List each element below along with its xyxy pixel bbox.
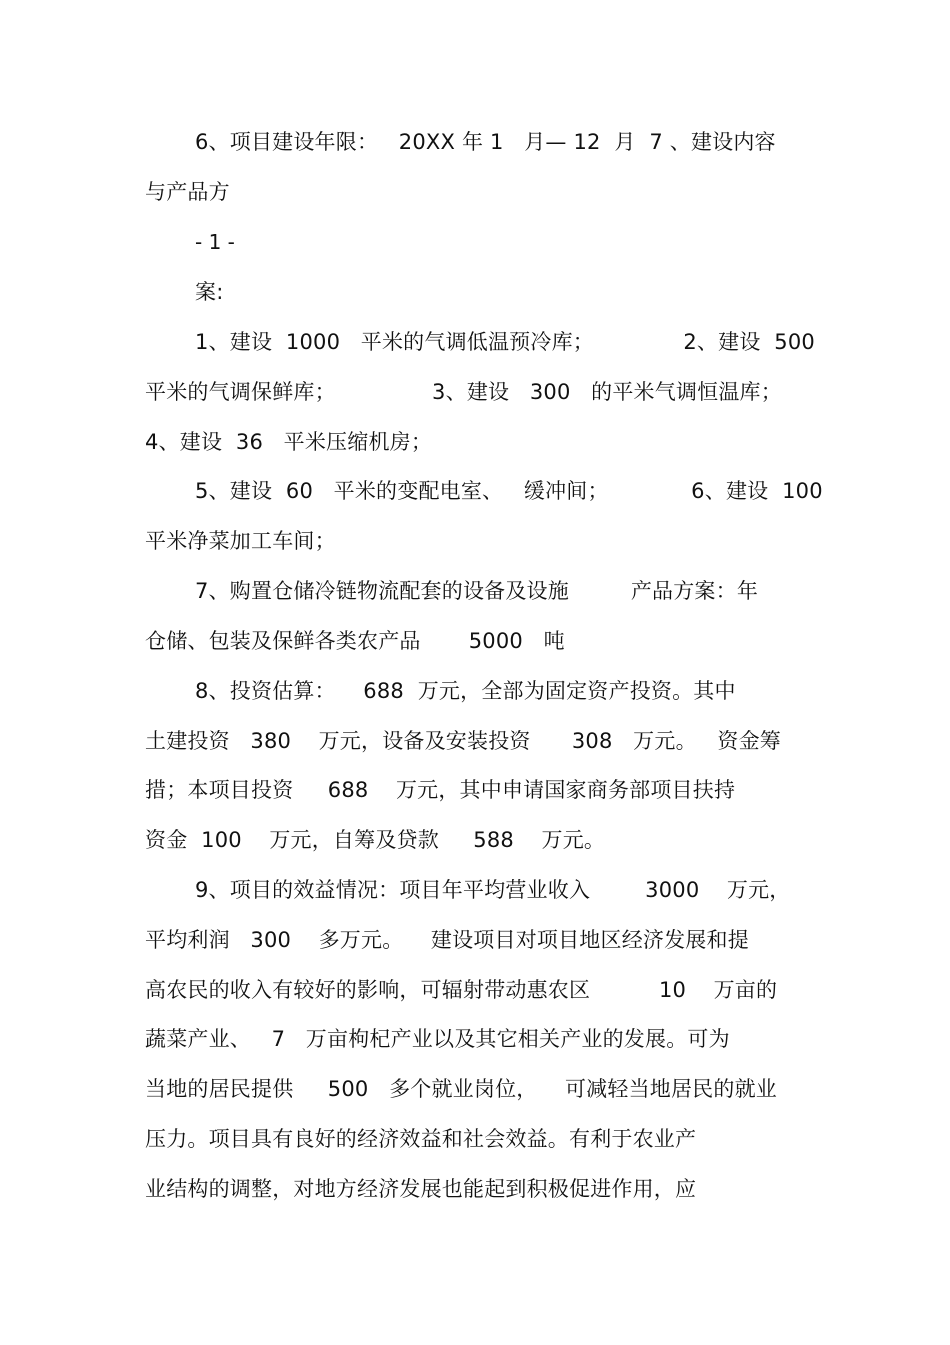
text-line: 业结构的调整，对地方经济发展也能起到积极促进作用，应 [145,1177,697,1201]
text-line: 措；本项目投资 688 万元，其中申请国家商务部项目扶持 [145,778,736,802]
text-line: 资金 100 万元，自筹及贷款 588 万元。 [145,828,606,852]
text-line: 仓储、包装及保鲜各类农产品 5000 吨 [145,629,565,653]
text-line: 4、建设 36 平米压缩机房； [145,430,433,454]
text-line: 土建投资 380 万元，设备及安装投资 308 万元。 资金筹 [145,729,781,753]
text-line: 5、建设 60 平米的变配电室、 缓冲间； 6、建设 100 [195,479,823,503]
text-line: 压力。项目具有良好的经济效益和社会效益。有利于农业产 [145,1127,697,1151]
text-line: 案: [195,280,224,304]
text-line: 平米的气调保鲜库； 3、建设 300 的平米气调恒温库； [145,380,782,404]
text-line: 与产品方 [145,180,230,204]
text-line: 平米净菜加工车间； [145,529,336,553]
text-line: 平均利润 300 多万元。 建设项目对项目地区经济发展和提 [145,928,749,952]
text-line: 当地的居民提供 500 多个就业岗位， 可减轻当地居民的就业 [145,1077,777,1101]
text-line: 高农民的收入有较好的影响，可辐射带动惠农区 10 万亩的 [145,978,778,1002]
text-line: 8、投资估算： 688 万元，全部为固定资产投资。其中 [195,679,736,703]
text-line: 6、项目建设年限： 20XX 年 1 月— 12 月 7 、建设内容 [195,130,776,154]
text-line: 9、项目的效益情况：项目年平均营业收入 3000 万元， [195,878,791,902]
text-line: 7、购置仓储冷链物流配套的设备及设施 产品方案：年 [195,579,759,603]
text-line: 1、建设 1000 平米的气调低温预冷库； 2、建设 500 [195,330,815,354]
text-line: 蔬菜产业、 7 万亩枸杞产业以及其它相关产业的发展。可为 [145,1027,730,1051]
page-number: - 1 - [195,230,235,254]
